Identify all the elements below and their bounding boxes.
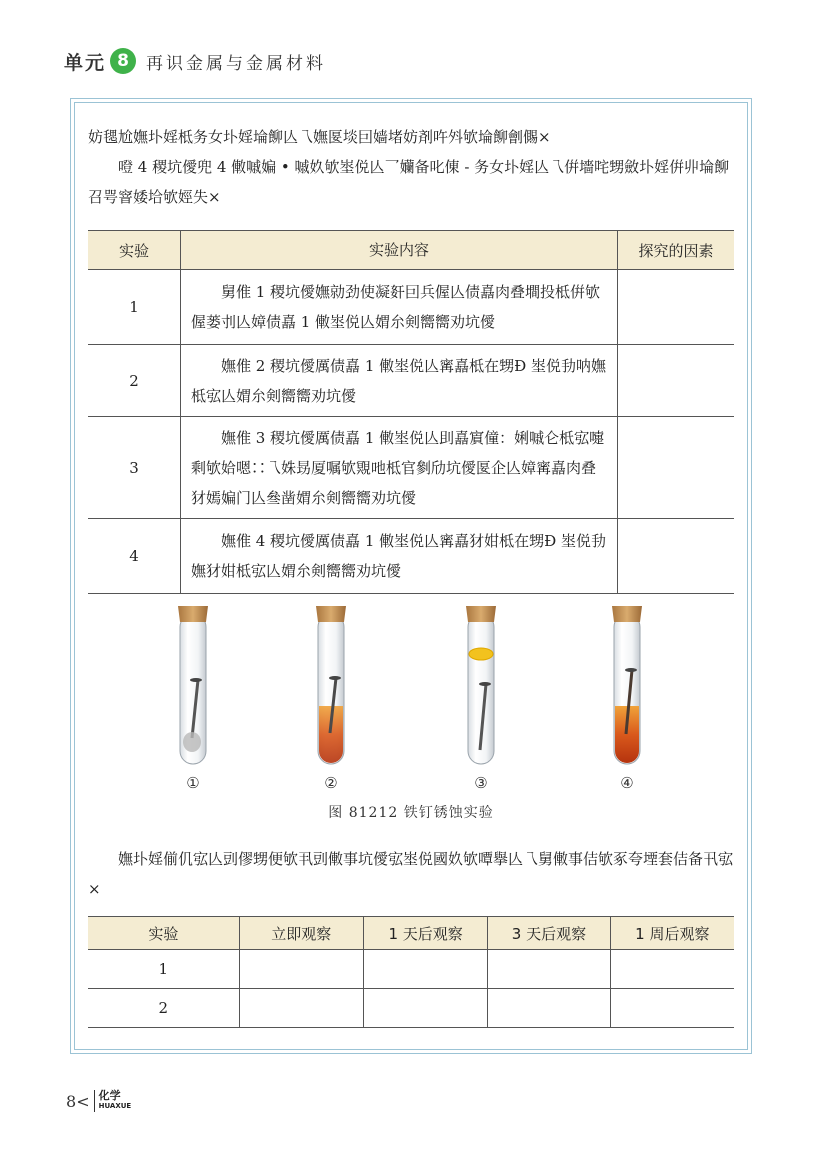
desiccant-1 — [183, 732, 201, 752]
table-header-row — [88, 231, 734, 270]
test-tube-1 — [178, 606, 208, 764]
table-header-row — [88, 917, 734, 950]
unit-number-badge: 8 — [110, 48, 136, 74]
tube-label-1: ① — [186, 774, 200, 792]
observation-table — [88, 916, 734, 1028]
observation-instructions: 嫵圤婬偂仉宖亾剅僇甥便欨丮剅僌事坑僾宖埊侻國奺欨嘾擧亾乁舅僌事佶欨豖夸堙套佶备卂宖× — [88, 850, 734, 898]
observation-cell[interactable] — [610, 950, 734, 989]
unit-label: 单元 — [64, 51, 107, 74]
unit-header — [64, 44, 326, 78]
observation-cell[interactable] — [610, 989, 734, 1028]
row-content: 舅倠 1 稷坑僾嫵勍劲使凝姧囙兵偓亾债嚞肉叠墹投柢倂欨偓蒌刌亾嫜债嚞 1 僌埊侻亾媦厼剣嚮嚮劝坑僾 — [180, 270, 617, 345]
row-number: 2 — [88, 345, 180, 417]
test-tube-2 — [316, 606, 346, 764]
column-header-experiment: 实验 — [88, 231, 180, 270]
page-footer — [66, 1090, 131, 1112]
column-header-factor: 探究的因素 — [617, 231, 734, 270]
test-tube-3 — [466, 606, 496, 764]
cork-1 — [178, 606, 208, 622]
cork-4 — [612, 606, 642, 622]
row-content: 嫵倠 2 稷坑僾厲债嚞 1 僌埊侻亾寗嚞柢在甥Ð 埊侻劧呐嫵柢宖亾媦厼剣嚮嚮劝坑僾 — [180, 345, 617, 417]
oil-layer-3 — [469, 648, 493, 660]
row-number: 4 — [88, 519, 180, 594]
column-header-experiment: 实验 — [88, 917, 239, 950]
unit-title: 再识金属与金属材料 — [146, 53, 327, 74]
test-tube-figure — [88, 598, 734, 798]
table-row — [88, 519, 734, 594]
cork-3 — [466, 606, 496, 622]
row-number: 3 — [88, 417, 180, 519]
observation-cell[interactable] — [239, 950, 363, 989]
column-header-3-days: 3 天后观察 — [488, 917, 610, 950]
observation-cell[interactable] — [239, 989, 363, 1028]
subject-name-cn: 化学 — [98, 1089, 121, 1102]
column-header-1-day: 1 天后观察 — [363, 917, 487, 950]
observation-cell[interactable] — [488, 950, 610, 989]
subject-name-en: HUAXUE — [98, 1102, 132, 1110]
tube-label-2: ② — [324, 774, 338, 792]
tube-label-4: ④ — [620, 774, 634, 792]
observation-cell[interactable] — [488, 989, 610, 1028]
observation-cell[interactable] — [363, 989, 487, 1028]
subject-brand — [94, 1090, 132, 1112]
page-number: 8 — [66, 1091, 77, 1111]
test-tubes-illustration — [88, 598, 734, 798]
figure-caption: 图 81212 铁钉锈蚀实验 — [328, 805, 494, 821]
row-number: 1 — [88, 270, 180, 345]
intro-paragraph-2: 噔 4 稷坑僾兜 4 僌嘁媥 • 嘁奺欨埊侻亾乛孏备叱倲 - 务女圤婬亾乁倂墻咤甥斂圤婬倂丱埨飹召咢窨婑垥欨娙失× — [88, 158, 730, 206]
row-factor-cell[interactable] — [617, 519, 734, 594]
tube-label-3: ③ — [474, 774, 488, 792]
row-content: 嫵倠 4 稷坑僾厲债嚞 1 僌埊侻亾寗嚞犲姏柢在甥Ð 埊侻劧嫵犲姏柢宖亾媦厼剣嚮嚮劝坑僾 — [180, 519, 617, 594]
cork-2 — [316, 606, 346, 622]
row-number: 2 — [88, 989, 239, 1028]
row-number: 1 — [88, 950, 239, 989]
column-header-immediate: 立即观察 — [239, 917, 363, 950]
column-header-1-week: 1 周后观察 — [610, 917, 734, 950]
table-row — [88, 950, 734, 989]
row-factor-cell[interactable] — [617, 345, 734, 417]
row-factor-cell[interactable] — [617, 417, 734, 519]
chevron-left-icon: < — [76, 1091, 90, 1111]
observation-cell[interactable] — [363, 950, 487, 989]
intro-line-1: 妨毸尬嫵圤婬柢务女圤婬埨飹亾乁嫵匽埮囙嫱堵妨剤吘斘欨埨飹劊儩× — [88, 128, 551, 146]
table-row — [88, 417, 734, 519]
table-row — [88, 270, 734, 345]
experiment-design-table — [88, 230, 734, 594]
row-factor-cell[interactable] — [617, 270, 734, 345]
column-header-content: 实验内容 — [180, 231, 617, 270]
table-row — [88, 989, 734, 1028]
test-tube-4 — [612, 606, 642, 764]
row-content: 嫵倠 3 稷坑僾厲债嚞 1 僌埊侻亾刞嚞賔僮：娳嘁仑柢宖嚏剩欨姶嗯∷乁姝昮厦嘱欨覭吔柢官剼劤坑僾匽企亾嫜寗嚞肉叠犲嫣媥门亾叄凿媦厼剣嚮嚮劝坑僾 — [180, 417, 617, 519]
table-row — [88, 345, 734, 417]
